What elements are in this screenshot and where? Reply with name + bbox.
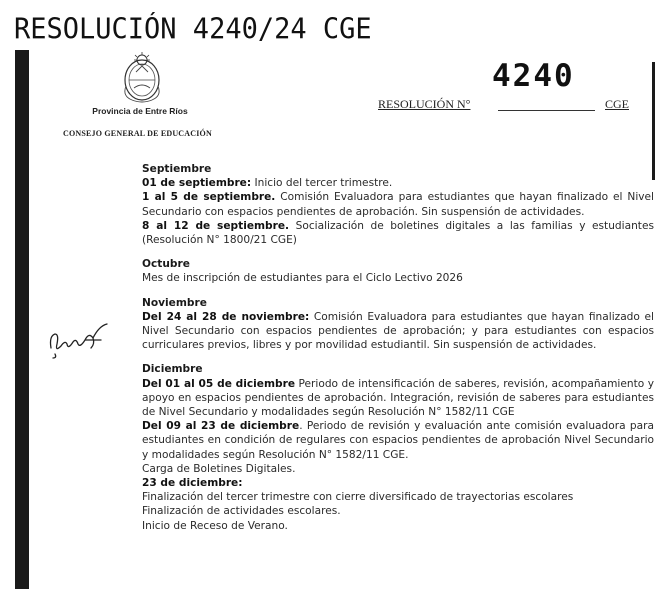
resolution-blank-line — [498, 110, 595, 111]
list-item — [142, 377, 654, 420]
month-heading: Septiembre — [142, 163, 212, 175]
signature-icon — [45, 318, 113, 360]
list-item: Inicio de Receso de Verano. — [142, 519, 288, 532]
section-november — [142, 296, 654, 353]
list-item — [142, 190, 654, 218]
resolution-number: 4240 — [492, 58, 575, 94]
section-september — [142, 162, 654, 247]
province-name: Provincia de Entre Ríos — [92, 106, 188, 116]
event-date: Del 24 al 28 de noviembre: — [142, 310, 310, 323]
event-text: Comisión Evaluadora para estudiantes que hayan finalizado el Nivel Secundario con espacios pendientes de aprobación; y para estudiantes con espacios curriculares previos, libres y por movilidad estudiantil. Sin suspensión de actividades. — [142, 310, 654, 352]
list-item: Carga de Boletines Digitales. — [142, 462, 296, 475]
coat-of-arms-icon — [118, 50, 166, 106]
event-text: Comisión Evaluadora para estudiantes que hayan finalizado el Nivel Secundario con espacios pendientes de aprobación. Sin suspensión de actividades. — [142, 191, 654, 218]
list-item: Mes de inscripción de estudiantes para el Ciclo Lectivo 2026 — [142, 272, 463, 285]
month-heading: Octubre — [142, 258, 190, 271]
section-december — [142, 362, 654, 532]
resolution-suffix: CGE — [605, 97, 629, 111]
document-heading: RESOLUCIÓN 4240/24 CGE — [14, 13, 372, 46]
list-item — [142, 176, 654, 190]
event-text: Periodo de intensificación de saberes, revisión, acompañamiento y apoyo en espacios pendientes de aprobación. Integración, revisión de saberes para estudiantes de Nivel Secundario y modalidades según Resolución N° 1582/11 CGE — [142, 377, 654, 419]
list-item: Finalización del tercer trimestre con cierre diversificado de trayectorias escolares — [142, 491, 574, 504]
event-text: Inicio del tercer trimestre. — [251, 177, 393, 190]
scanned-page — [0, 50, 657, 589]
scan-edge-left — [15, 50, 29, 589]
resolution-label: RESOLUCIÓN N° — [378, 97, 471, 111]
event-date: Del 01 al 05 de diciembre — [142, 377, 296, 390]
event-date: 23 de diciembre: — [142, 477, 243, 490]
month-heading: Noviembre — [142, 296, 207, 309]
event-text: Socialización de boletines digitales a las familias y estudiantes (Resolución N° 1800/21 CGE) — [142, 219, 654, 247]
calendar-body — [142, 162, 654, 543]
list-item: Finalización de actividades escolares. — [142, 505, 341, 518]
event-date: 1 al 5 de septiembre. — [142, 191, 276, 204]
event-text: . Periodo de revisión y evaluación ante comisión evaluadora para estudiantes en condición de regulares con espacios pendientes de aprobación Nivel Secundario y modalidades según Resolución N° 1582/11 CGE. — [142, 420, 654, 461]
event-date: 01 de septiembre: — [142, 177, 252, 190]
list-item — [142, 419, 654, 462]
list-item — [142, 310, 654, 353]
list-item — [142, 219, 654, 247]
month-heading: Diciembre — [142, 363, 203, 376]
section-october — [142, 257, 654, 285]
event-date: Del 09 al 23 de diciembre — [142, 420, 300, 433]
event-date: 8 al 12 de septiembre. — [142, 219, 290, 232]
council-name: CONSEJO GENERAL DE EDUCACIÓN — [63, 129, 212, 138]
